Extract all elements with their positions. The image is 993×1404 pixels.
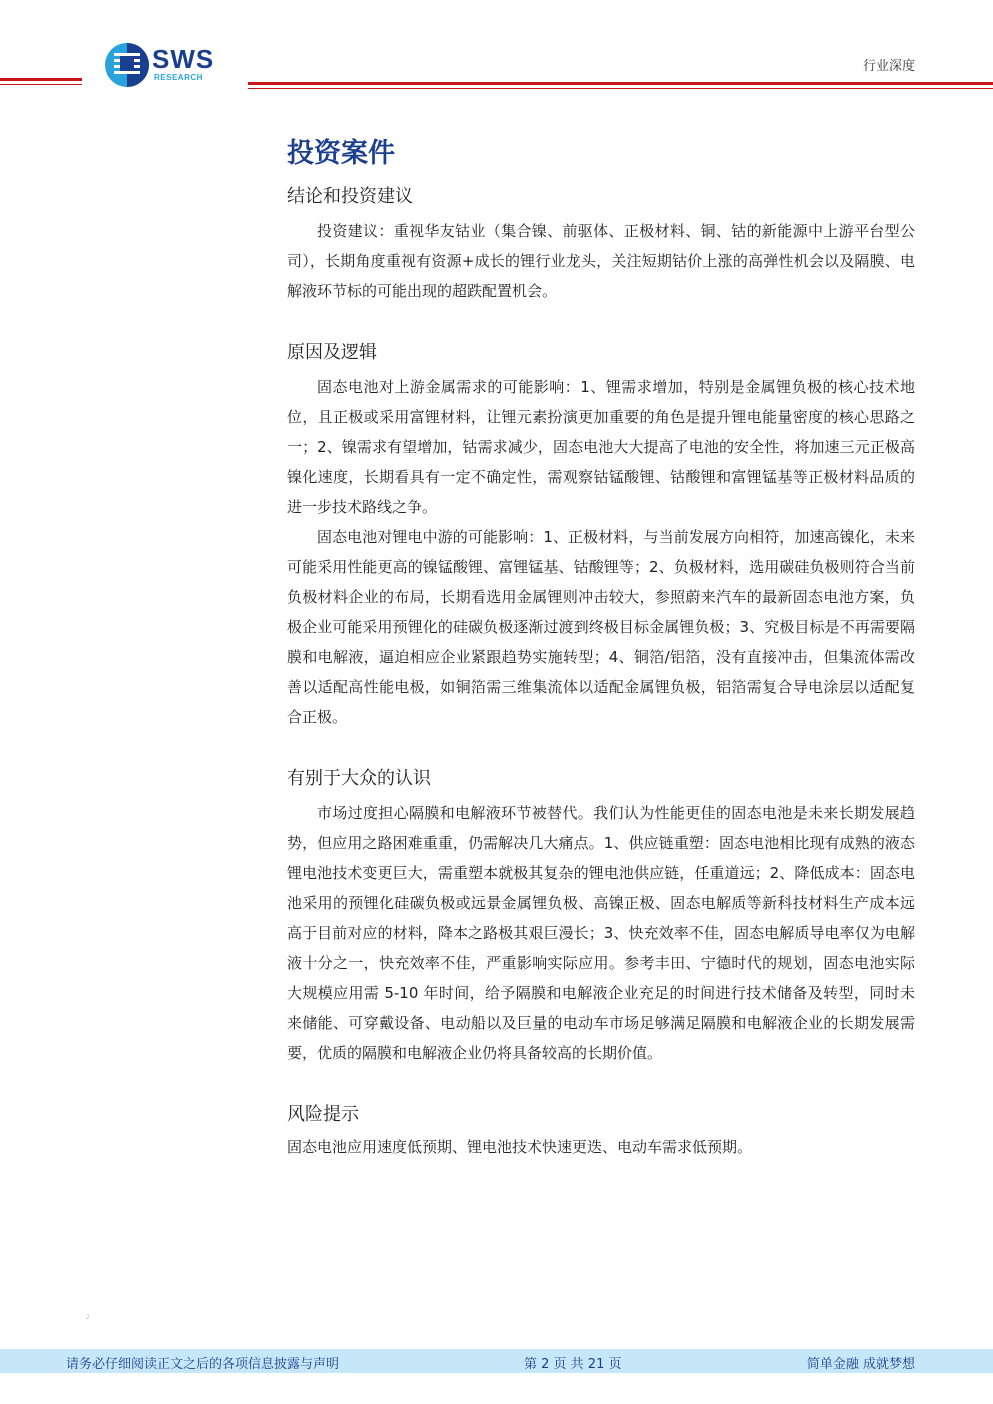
- main-content: [287, 130, 915, 1162]
- section-differentiated-view: [287, 764, 915, 1068]
- header-rule-right-thin: [248, 88, 993, 89]
- logo-text: SWS: [152, 44, 215, 74]
- paragraph: 固态电池对上游金属需求的可能影响：1、锂需求增加，特别是金属锂负极的核心技术地位，且正极或采用富锂材料，让锂元素扮演更加重要的角色是提升锂电能量密度的核心思路之一；2、镍需求有望增加，钴需求减少，固态电池大大提高了电池的安全性，将加速三元正极高镍化速度，长期看具有一定不确定性，需观察钴锰酸锂、钴酸锂和富锂锰基等正极材料品质的进一步技术路线之争。: [287, 378, 915, 516]
- page-title: 投资案件: [287, 138, 395, 169]
- section-heading: 原因及逻辑: [287, 342, 377, 363]
- paragraph: 投资建议：重视华友钴业（集合镍、前驱体、正极材料、铜、钴的新能源中上游平台型公司），长期角度重视有资源+成长的锂行业龙头，关注短期钴价上涨的高弹性机会以及隔膜、电解液环节标的可能出现的超跌配置机会。: [287, 222, 915, 300]
- header-rule-left-thin: [0, 84, 82, 85]
- paragraph: 固态电池对锂电中游的可能影响：1、正极材料，与当前发展方向相符，加速高镍化，未来可能采用性能更高的镍锰酸锂、富锂锰基、钴酸锂等；2、负极材料，选用碳硅负极则符合当前负极材料企业的布局，长期看选用金属锂则冲击较大，参照蔚来汽车的最新固态电池方案，负极企业可能采用预锂化的硅碳负极逐渐过渡到终极目标金属锂负极；3、究极目标是不再需要隔膜和电解液，逼迫相应企业紧跟趋势实施转型；4、铜箔/铝箔，没有直接冲击，但集流体需改善以适配高性能电极，如铜箔需三维集流体以适配金属锂负极，铝箔需复合导电涂层以适配复合正极。: [287, 528, 915, 726]
- page-mark: 2: [86, 1314, 90, 1321]
- header-rule-left: [0, 78, 82, 81]
- report-type-tag: 行业深度: [862, 59, 915, 74]
- section-conclusion: [287, 182, 915, 306]
- footer-page-info: 第 2 页 共 21 页: [524, 1357, 622, 1372]
- footer-disclaimer: 请务必仔细阅读正文之后的各项信息披露与声明: [66, 1357, 340, 1372]
- section-heading: 有别于大众的认识: [287, 768, 431, 789]
- section-risks: [287, 1100, 915, 1162]
- header-rule-right: [248, 82, 993, 85]
- logo-subtext: RESEARCH: [154, 73, 203, 82]
- section-heading: 风险提示: [287, 1104, 359, 1125]
- paragraph: 固态电池应用速度低预期、锂电池技术快速更迭、电动车需求低预期。: [287, 1138, 753, 1156]
- sws-logo: [104, 42, 234, 88]
- section-reasoning: [287, 338, 915, 732]
- paragraph: 市场过度担心隔膜和电解液环节被替代。我们认为性能更佳的固态电池是未来长期发展趋势，但应用之路困难重重，仍需解决几大痛点。1、供应链重塑：固态电池相比现有成熟的液态锂电池技术变更巨大，需重塑本就极其复杂的锂电池供应链，任重道远；2、降低成本：固态电池采用的预锂化硅碳负极或远景金属锂负极、高镍正极、固态电解质等新科技材料生产成本远高于目前对应的材料，降本之路极其艰巨漫长；3、快充效率不佳，固态电解质导电率仅为电解液十分之一，快充效率不佳，严重影响实际应用。参考丰田、宁德时代的规划，固态电池实际大规模应用需 5-10 年时间，给予隔膜和电解液企业充足的时间进行技术储备及转型，同时未来储能、可穿戴设备、电动船以及巨量的电动车市场足够满足隔膜和电解液企业的长期发展需要，优质的隔膜和电解液企业仍将具备较高的长期价值。: [287, 804, 915, 1062]
- section-heading: 结论和投资建议: [287, 186, 413, 207]
- sws-logo-icon: [104, 42, 150, 88]
- footer-slogan: 简单金融 成就梦想: [806, 1357, 915, 1372]
